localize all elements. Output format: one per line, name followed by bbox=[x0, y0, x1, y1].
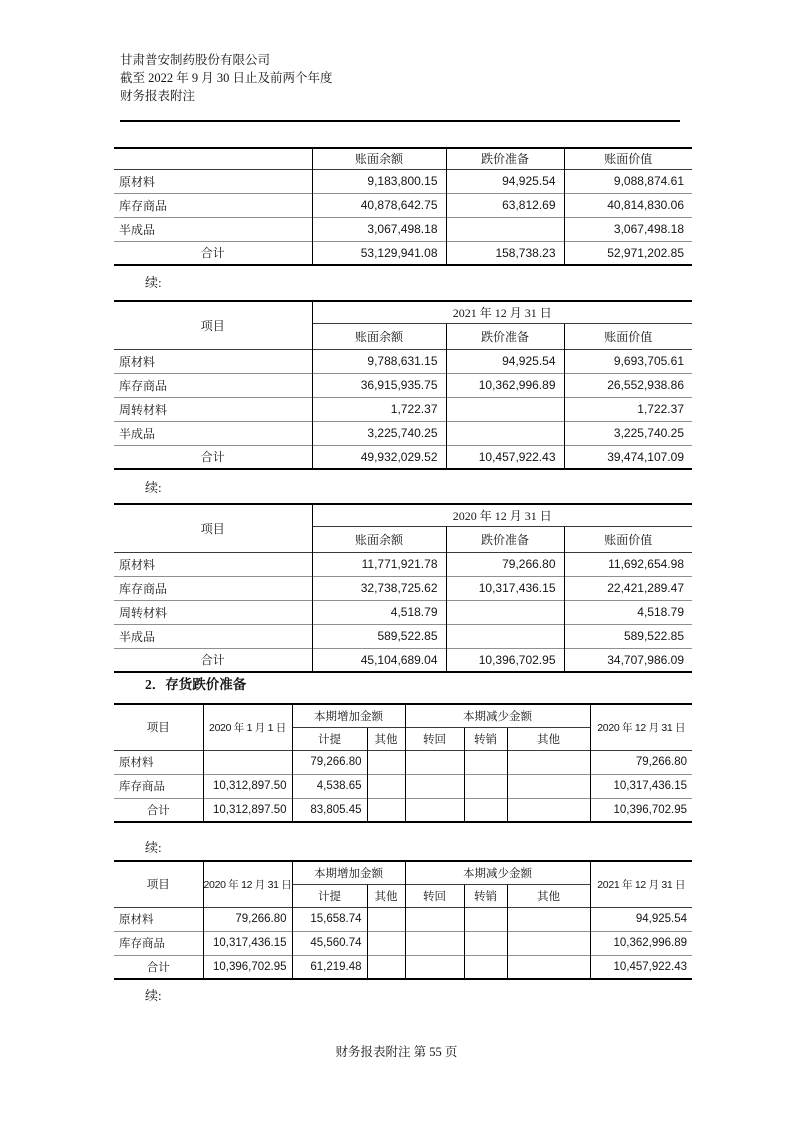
cell-value bbox=[367, 798, 405, 822]
cell-value: 9,693,705.61 bbox=[564, 349, 692, 373]
cell-value bbox=[367, 774, 405, 798]
column-header: 其他 bbox=[367, 884, 405, 907]
cell-value: 10,362,996.89 bbox=[446, 373, 564, 397]
column-header: 2020 年 1 月 1 日 bbox=[203, 704, 292, 750]
cell-value bbox=[367, 955, 405, 979]
row-label: 合计 bbox=[114, 445, 312, 469]
column-header: 转回 bbox=[405, 727, 464, 750]
cell-value bbox=[446, 600, 564, 624]
row-label: 原材料 bbox=[114, 169, 312, 193]
cell-value: 22,421,289.47 bbox=[564, 576, 692, 600]
section-heading: 2．存货跌价准备 bbox=[145, 677, 247, 692]
header-rule bbox=[120, 120, 680, 122]
report-header bbox=[120, 51, 333, 105]
cell-value bbox=[446, 421, 564, 445]
cell-value: 39,474,107.09 bbox=[564, 445, 692, 469]
cell-value: 45,104,689.04 bbox=[312, 648, 446, 672]
row-label: 合计 bbox=[114, 648, 312, 672]
table-row bbox=[114, 349, 692, 373]
cell-value bbox=[507, 750, 590, 774]
cell-value: 158,738.23 bbox=[446, 241, 564, 265]
cell-value: 40,878,642.75 bbox=[312, 193, 446, 217]
cell-value: 589,522.85 bbox=[564, 624, 692, 648]
column-header: 转回 bbox=[405, 884, 464, 907]
cell-value bbox=[367, 907, 405, 931]
cell-value: 26,552,938.86 bbox=[564, 373, 692, 397]
cell-value: 15,658.74 bbox=[292, 907, 367, 931]
cell-value bbox=[507, 774, 590, 798]
row-label: 半成品 bbox=[114, 217, 312, 241]
table-row bbox=[114, 169, 692, 193]
table-row bbox=[114, 774, 692, 798]
cell-value: 34,707,986.09 bbox=[564, 648, 692, 672]
cell-value bbox=[464, 774, 507, 798]
cell-value: 10,396,702.95 bbox=[446, 648, 564, 672]
cell-value: 10,362,996.89 bbox=[590, 931, 692, 955]
column-group-header: 本期减少金额 bbox=[405, 861, 590, 884]
row-label: 库存商品 bbox=[114, 774, 203, 798]
column-header: 账面余额 bbox=[312, 323, 446, 349]
cell-value: 79,266.80 bbox=[446, 552, 564, 576]
column-header: 跌价准备 bbox=[446, 526, 564, 552]
cell-value: 9,183,800.15 bbox=[312, 169, 446, 193]
column-header: 跌价准备 bbox=[446, 148, 564, 169]
cell-value: 94,925.54 bbox=[446, 169, 564, 193]
cell-value: 36,915,935.75 bbox=[312, 373, 446, 397]
table-row bbox=[114, 600, 692, 624]
column-header: 其他 bbox=[507, 884, 590, 907]
column-header: 2021 年 12 月 31 日 bbox=[590, 861, 692, 907]
row-label: 原材料 bbox=[114, 907, 203, 931]
cell-value bbox=[464, 907, 507, 931]
provision-table-2021 bbox=[114, 860, 692, 980]
cell-value: 45,560.74 bbox=[292, 931, 367, 955]
table-total-row bbox=[114, 445, 692, 469]
cell-value: 63,812.69 bbox=[446, 193, 564, 217]
cell-value bbox=[507, 955, 590, 979]
column-header: 计提 bbox=[292, 727, 367, 750]
cell-value: 79,266.80 bbox=[292, 750, 367, 774]
table-row bbox=[114, 907, 692, 931]
row-label: 库存商品 bbox=[114, 373, 312, 397]
inventory-table-2020 bbox=[114, 503, 692, 673]
cell-value: 9,088,874.61 bbox=[564, 169, 692, 193]
cell-value: 3,225,740.25 bbox=[564, 421, 692, 445]
cell-value: 4,518.79 bbox=[312, 600, 446, 624]
continuation-label: 续: bbox=[145, 275, 162, 290]
cell-value: 53,129,941.08 bbox=[312, 241, 446, 265]
row-label: 原材料 bbox=[114, 552, 312, 576]
column-header: 转销 bbox=[464, 727, 507, 750]
cell-value: 79,266.80 bbox=[203, 907, 292, 931]
column-header: 2020 年 12 月 31 日 bbox=[590, 704, 692, 750]
column-header: 2020 年 12 月 31 日 bbox=[203, 861, 292, 907]
table-row bbox=[114, 624, 692, 648]
cell-value: 9,788,631.15 bbox=[312, 349, 446, 373]
table-row bbox=[114, 931, 692, 955]
row-label: 原材料 bbox=[114, 750, 203, 774]
cell-value bbox=[405, 931, 464, 955]
cell-value bbox=[405, 774, 464, 798]
cell-value bbox=[367, 931, 405, 955]
report-period: 截至 2022 年 9 月 30 日止及前两个年度 bbox=[120, 71, 333, 85]
row-label: 合计 bbox=[114, 955, 203, 979]
column-header: 项目 bbox=[200, 521, 225, 536]
column-group-header: 本期增加金额 bbox=[292, 861, 405, 884]
row-label: 合计 bbox=[114, 241, 312, 265]
column-header: 账面余额 bbox=[312, 148, 446, 169]
cell-value: 10,312,897.50 bbox=[203, 774, 292, 798]
cell-value: 52,971,202.85 bbox=[564, 241, 692, 265]
continuation-label: 续: bbox=[145, 840, 162, 855]
column-header: 其他 bbox=[507, 727, 590, 750]
cell-value bbox=[405, 955, 464, 979]
cell-value bbox=[507, 798, 590, 822]
cell-value: 4,518.79 bbox=[564, 600, 692, 624]
cell-value: 3,225,740.25 bbox=[312, 421, 446, 445]
row-label: 库存商品 bbox=[114, 931, 203, 955]
column-header: 账面余额 bbox=[312, 526, 446, 552]
row-label: 半成品 bbox=[114, 624, 312, 648]
cell-value: 3,067,498.18 bbox=[312, 217, 446, 241]
column-header: 项目 bbox=[146, 879, 170, 892]
cell-value: 40,814,830.06 bbox=[564, 193, 692, 217]
cell-value bbox=[464, 955, 507, 979]
company-name: 甘肃普安制药股份有限公司 bbox=[120, 53, 271, 67]
cell-value: 10,457,922.43 bbox=[590, 955, 692, 979]
column-header: 项目 bbox=[200, 318, 225, 333]
table-row bbox=[114, 750, 692, 774]
column-group-header: 本期增加金额 bbox=[292, 704, 405, 727]
cell-value bbox=[367, 750, 405, 774]
cell-value: 1,722.37 bbox=[312, 397, 446, 421]
cell-value bbox=[405, 798, 464, 822]
cell-value bbox=[507, 931, 590, 955]
column-group-header: 本期减少金额 bbox=[405, 704, 590, 727]
cell-value: 1,722.37 bbox=[564, 397, 692, 421]
cell-value: 10,396,702.95 bbox=[203, 955, 292, 979]
column-header: 跌价准备 bbox=[446, 323, 564, 349]
cell-value bbox=[464, 750, 507, 774]
table-row bbox=[114, 576, 692, 600]
column-header: 计提 bbox=[292, 884, 367, 907]
column-header: 账面价值 bbox=[564, 526, 692, 552]
cell-value bbox=[446, 397, 564, 421]
cell-value: 94,925.54 bbox=[590, 907, 692, 931]
cell-value: 10,317,436.15 bbox=[203, 931, 292, 955]
cell-value: 79,266.80 bbox=[590, 750, 692, 774]
cell-value bbox=[464, 931, 507, 955]
cell-value bbox=[507, 907, 590, 931]
cell-value: 10,396,702.95 bbox=[590, 798, 692, 822]
table-row bbox=[114, 421, 692, 445]
cell-value: 10,317,436.15 bbox=[446, 576, 564, 600]
cell-value bbox=[203, 750, 292, 774]
row-label: 周转材料 bbox=[114, 600, 312, 624]
cell-value: 49,932,029.52 bbox=[312, 445, 446, 469]
cell-value bbox=[405, 907, 464, 931]
doc-title: 财务报表附注 bbox=[120, 89, 196, 103]
column-group-header: 2020 年 12 月 31 日 bbox=[312, 504, 692, 526]
cell-value: 61,219.48 bbox=[292, 955, 367, 979]
table-total-row bbox=[114, 955, 692, 979]
row-label: 合计 bbox=[114, 798, 203, 822]
cell-value: 94,925.54 bbox=[446, 349, 564, 373]
cell-value: 589,522.85 bbox=[312, 624, 446, 648]
cell-value bbox=[464, 798, 507, 822]
row-label: 库存商品 bbox=[114, 576, 312, 600]
cell-value bbox=[446, 624, 564, 648]
inventory-table-2021 bbox=[114, 300, 692, 470]
cell-value: 3,067,498.18 bbox=[564, 217, 692, 241]
provision-table-2020 bbox=[114, 703, 692, 823]
table-total-row bbox=[114, 241, 692, 265]
row-label: 原材料 bbox=[114, 349, 312, 373]
cell-value: 11,771,921.78 bbox=[312, 552, 446, 576]
column-header bbox=[114, 148, 312, 169]
cell-value: 10,312,897.50 bbox=[203, 798, 292, 822]
page-footer: 财务报表附注 第 55 页 bbox=[335, 1045, 458, 1059]
table-total-row bbox=[114, 648, 692, 672]
table-row bbox=[114, 552, 692, 576]
continuation-label: 续: bbox=[145, 988, 162, 1003]
cell-value bbox=[405, 750, 464, 774]
inventory-table-current bbox=[114, 147, 692, 266]
cell-value bbox=[446, 217, 564, 241]
row-label: 库存商品 bbox=[114, 193, 312, 217]
cell-value: 32,738,725.62 bbox=[312, 576, 446, 600]
column-header: 其他 bbox=[367, 727, 405, 750]
column-header: 账面价值 bbox=[564, 148, 692, 169]
cell-value: 4,538.65 bbox=[292, 774, 367, 798]
column-group-header: 2021 年 12 月 31 日 bbox=[312, 301, 692, 323]
cell-value: 10,317,436.15 bbox=[590, 774, 692, 798]
table-total-row bbox=[114, 798, 692, 822]
table-row bbox=[114, 397, 692, 421]
cell-value: 83,805.45 bbox=[292, 798, 367, 822]
column-header: 项目 bbox=[146, 722, 170, 735]
continuation-label: 续: bbox=[145, 480, 162, 495]
table-row bbox=[114, 217, 692, 241]
column-header: 转销 bbox=[464, 884, 507, 907]
row-label: 周转材料 bbox=[114, 397, 312, 421]
column-header: 账面价值 bbox=[564, 323, 692, 349]
row-label: 半成品 bbox=[114, 421, 312, 445]
table-row bbox=[114, 373, 692, 397]
table-row bbox=[114, 193, 692, 217]
cell-value: 11,692,654.98 bbox=[564, 552, 692, 576]
cell-value: 10,457,922.43 bbox=[446, 445, 564, 469]
